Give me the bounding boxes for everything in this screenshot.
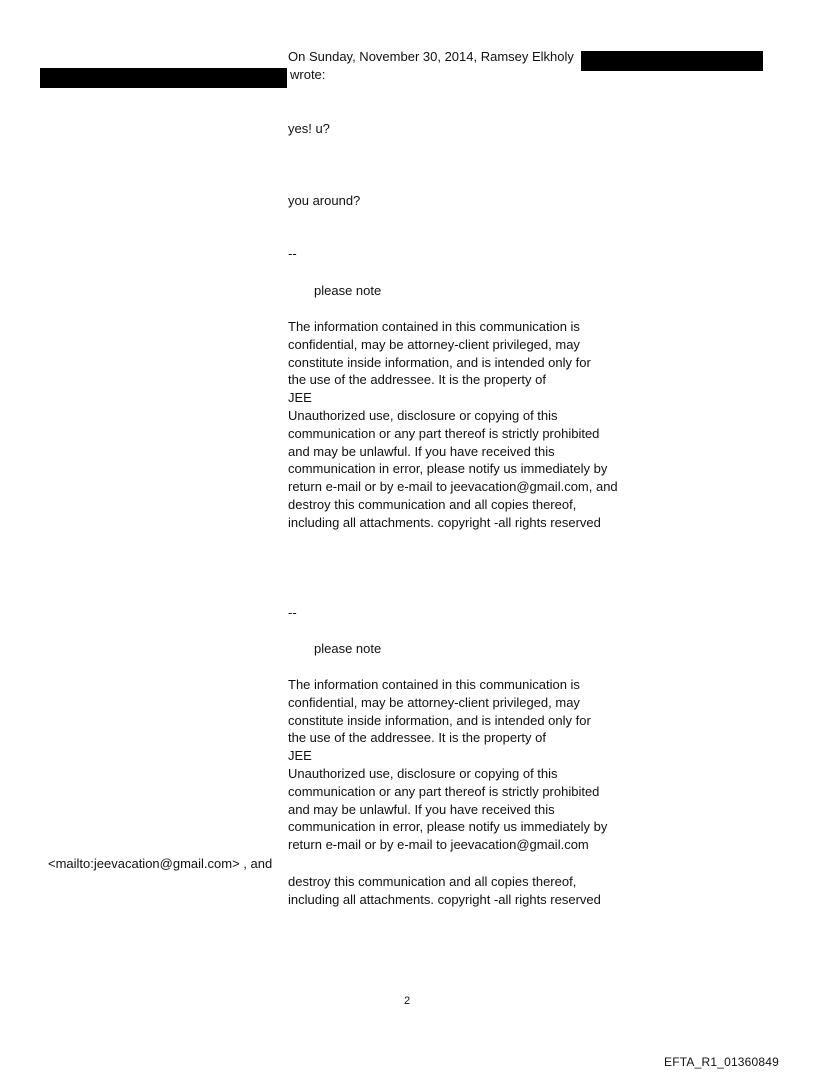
email-header-wrote: wrote: [290, 67, 326, 82]
message-line: you around? [288, 193, 361, 208]
signature-note-heading: please note [314, 283, 382, 298]
notice-line: communication or any part thereof is strictly prohibited [288, 783, 600, 799]
notice-line: JEE [288, 748, 312, 764]
signature-note-heading: please note [314, 641, 382, 656]
signature-separator: -- [288, 246, 297, 261]
notice-line: communication in error, please notify us immediately by [288, 461, 608, 477]
notice-line: return e-mail or by e-mail to jeevacation@gmail.com [288, 837, 589, 853]
redaction-bar [581, 51, 763, 71]
notice-line: destroy this communication and all copies thereof, [288, 874, 577, 889]
mailto-link-text: <mailto:jeevacation@gmail.com> , and [48, 856, 273, 871]
notice-line: the use of the addressee. It is the property of [288, 730, 546, 746]
notice-line: The information contained in this communication is [288, 677, 580, 692]
notice-line: constitute inside information, and is intended only for [288, 712, 591, 728]
notice-line: confidential, may be attorney-client privileged, may [288, 694, 580, 710]
notice-line: and may be unlawful. If you have received this [288, 443, 555, 459]
notice-line: confidential, may be attorney-client privileged, may [288, 336, 580, 352]
notice-line: communication in error, please notify us immediately by [288, 819, 608, 835]
notice-line: communication or any part thereof is strictly prohibited [288, 425, 600, 441]
email-header-intro: On Sunday, November 30, 2014, Ramsey Elkholy [288, 49, 574, 64]
notice-line: the use of the addressee. It is the property of [288, 372, 546, 388]
notice-line: Unauthorized use, disclosure or copying of this [288, 765, 558, 781]
notice-line: return e-mail or by e-mail to jeevacation@gmail.com, and [288, 479, 618, 495]
notice-line: and may be unlawful. If you have received this [288, 801, 555, 817]
notice-line: JEE [288, 390, 312, 406]
message-line: yes! u? [288, 121, 330, 136]
notice-line: including all attachments. copyright -all rights reserved [288, 891, 601, 907]
confidentiality-notice-tail [288, 873, 601, 909]
document-id-footer: EFTA_R1_01360849 [664, 1055, 780, 1069]
redaction-bar [40, 68, 287, 88]
confidentiality-notice [288, 318, 618, 532]
notice-line: The information contained in this communication is [288, 319, 580, 334]
notice-line: constitute inside information, and is intended only for [288, 354, 591, 370]
notice-line: destroy this communication and all copies thereof, [288, 496, 577, 512]
signature-separator: -- [288, 605, 297, 620]
page-number: 2 [404, 995, 411, 1007]
confidentiality-notice [288, 676, 607, 854]
notice-line: Unauthorized use, disclosure or copying of this [288, 407, 558, 423]
notice-line: including all attachments. copyright -all rights reserved [288, 514, 601, 530]
